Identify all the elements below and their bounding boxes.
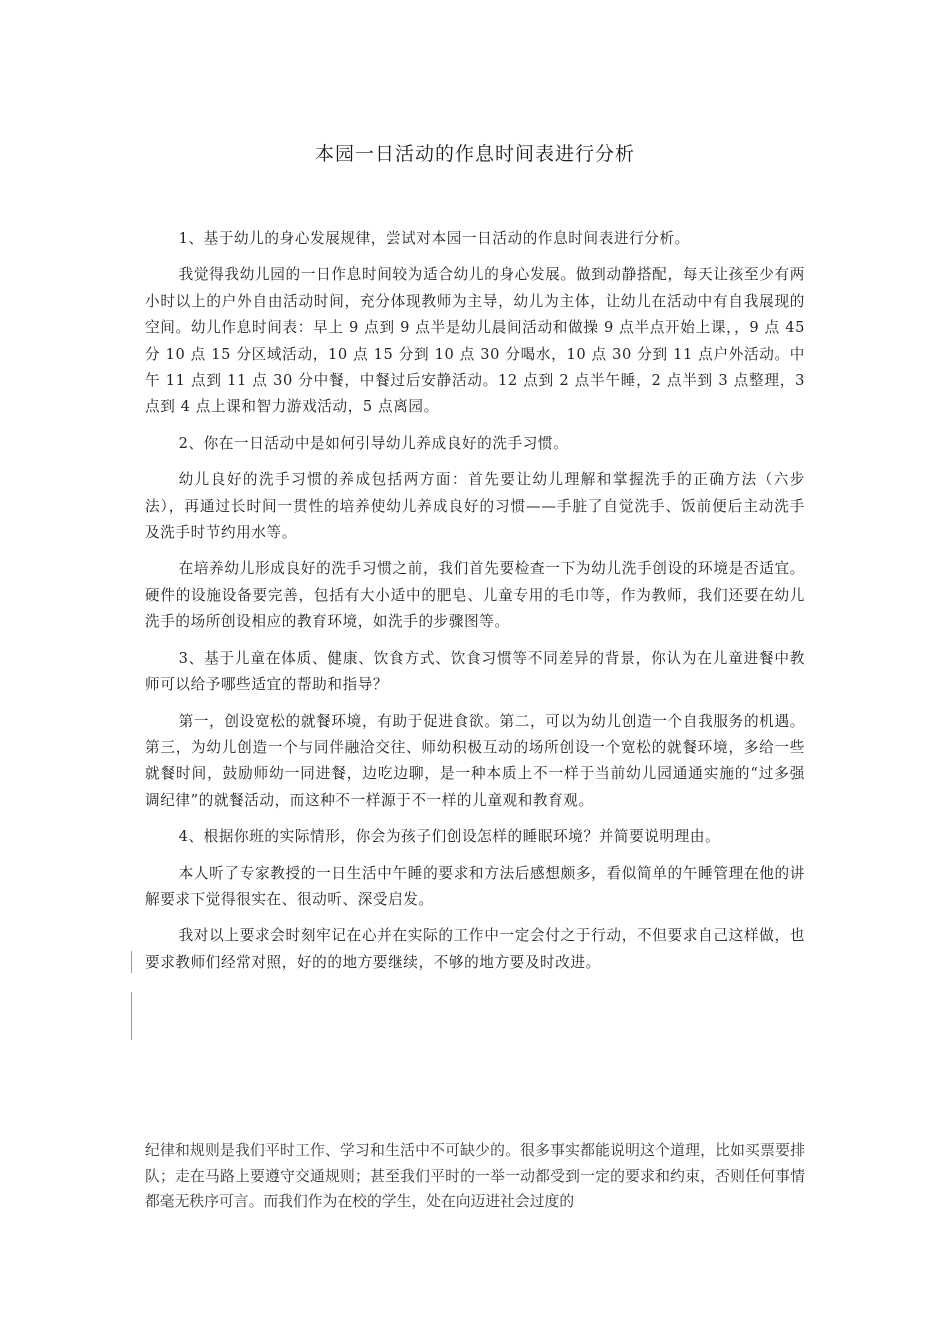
answer-1-paragraph: 我觉得我幼儿园的一日作息时间较为适合幼儿的身心发展。做到动静搭配，每天让孩至少有两小时以上的户外自由活动时间，充分体现教师为主导，幼儿为主体，让幼儿在活动中有自我展现的空间。幼儿作息时间表：早上 9 点到 9 点半是幼儿晨间活动和做操 9 点半点开始上课，，9 点 45 分 10 点 15 分区域活动，10 点 15 分到 10 点 30 分喝水，10 点 30 分到 11 点户外活动。中午 11 点到 11 点 30 分中餐，中餐过后安静活动。12 点到 2 点半午睡，2 点半到 3 点整理，3 点到 4 点上课和智力游戏活动，5 点离园。 (145, 266, 805, 416)
question-1: 1、基于幼儿的身心发展规律，尝试对本园一日活动的作息时间表进行分析。 (178, 230, 690, 247)
answer-3-paragraph: 第一，创设宽松的就餐环境，有助于促进食欲。第二，可以为幼儿创造一个自我服务的机遇。 第三，为幼儿创造一个与同伴融洽交往、师幼积极互动的场所创设一个宽松的就餐环境，多给一些就餐时间，鼓励师幼一同进餐，边吃边聊，是一种本质上不一样于当前幼儿园通通实施的“过多强调纪律”的就餐活动，而这种不一样源于不一样的儿童观和教育观。 (145, 712, 805, 809)
margin-line-mark (131, 992, 132, 1040)
margin-line-mark (131, 951, 132, 973)
answer-4-paragraph-1: 本人听了专家教授的一日生活中午睡的要求和方法后感想颇多，看似简单的午睡管理在他的讲解要求下觉得很实在、很动听、深受启发。 (145, 864, 805, 908)
question-2: 2、你在一日活动中是如何引导幼儿养成良好的洗手习惯。 (178, 434, 569, 452)
answer-2-paragraph-1: 幼儿良好的洗手习惯的养成包括两方面：首先要让幼儿理解和掌握洗手的正确方法（六步法），再通过长时间一贯性的培养使幼儿养成良好的习惯——手脏了自觉洗手、饭前便后主动洗手及洗手时节约用水等。 (145, 471, 805, 542)
footer-paragraph: 纪律和规则是我们平时工作、学习和生活中不可缺少的。很多事实都能说明这个道理，比如买票要排队；走在马路上要遵守交通规则；甚至我们平时的一举一动都受到一定的要求和约束，否则任何事情都毫无秩序可言。而我们作为在校的学生，处在向迈进社会过度的 (145, 1142, 805, 1211)
question-3: 3、基于儿童在体质、健康、饮食方式、饮食习惯等不同差异的背景，你认为在儿童进餐中教师可以给予哪些适宜的帮助和指导？ (145, 649, 805, 694)
document-title: 本园一日活动的作息时间表进行分析 (314, 143, 635, 165)
footer-excerpt (145, 1138, 805, 1215)
answer-4-paragraph-2: 我对以上要求会时刻牢记在心并在实际的工作中一定会付之于行动，不但要求自己这样做，也要求教师们经常对照，好的的地方要继续，不够的地方要及时改进。 (145, 927, 805, 971)
question-4: 4、根据你班的实际情形，你会为孩子们创设怎样的睡眠环境？并简要说明理由。 (178, 828, 721, 846)
document-body (145, 226, 805, 986)
answer-2-paragraph-2: 在培养幼儿形成良好的洗手习惯之前，我们首先要检查一下为幼儿洗手创设的环境是否适宜。硬件的设施设备要完善，包括有大小适中的肥皂、儿童专用的毛巾等，作为教师，我们还要在幼儿洗手的场所创设相应的教育环境，如洗手的步骤图等。 (145, 560, 805, 631)
